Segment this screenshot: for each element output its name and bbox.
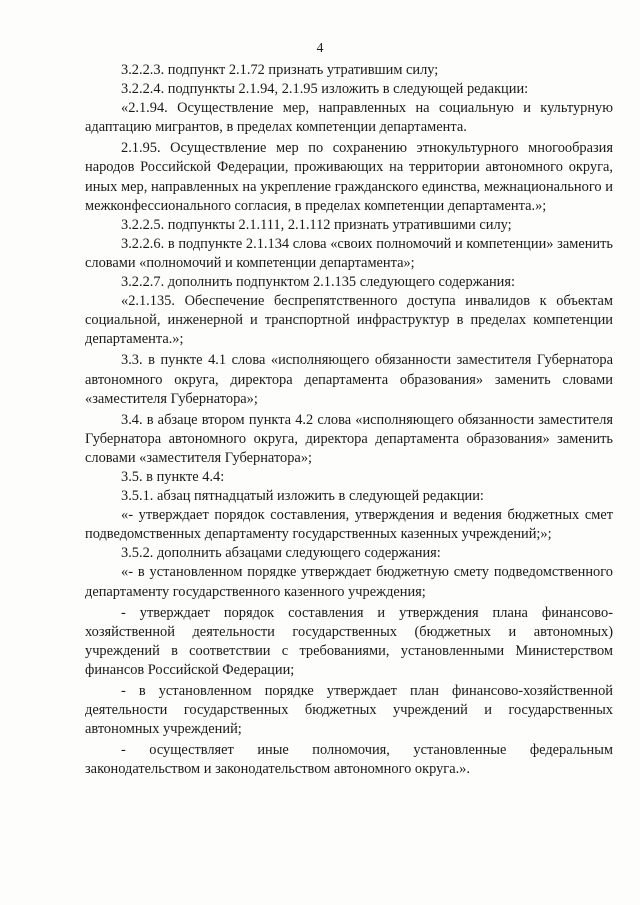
paragraph-3-5-2: 3.5.2. дополнить абзацами следующего содержания: (121, 545, 441, 562)
paragraph-3-2-2-3: 3.2.2.3. подпункт 2.1.72 признать утратившим силу; (121, 62, 439, 78)
page-number: 4 (316, 40, 324, 55)
paragraph-3-2-2-5: 3.2.2.5. подпункты 2.1.111, 2.1.112 признать утратившими силу; (121, 216, 512, 233)
paragraph-3-2-2-7: 3.2.2.7. дополнить подпунктом 2.1.135 следующего содержания: (121, 274, 515, 291)
paragraph-plan-poryadok: - утверждает порядок составления и утверждения плана финансово-хозяйственной деятельности государственных (бюджетных и автономных) учреждений в соответствии с требованиями, установленными Министерством финансов Российской Федерации; (85, 604, 613, 678)
paragraph-2-1-95: 2.1.95. Осуществление мер по сохранению этнокультурного многообразия народов Российской Федерации, проживающих на территории автономного округа, иных мер, направленных на укрепление гражданского единства, межнационального и межконфессионального согласия, в пределах компетенции департамента.»; (85, 140, 613, 214)
paragraph-3-2-2-4: 3.2.2.4. подпункты 2.1.94, 2.1.95 изложить в следующей редакции: (121, 81, 529, 98)
paragraph-budget-smeta: «- утверждает порядок составления, утверждения и ведения бюджетных смет подведомственных департаменту государственных казенных учреждений;»; (85, 507, 613, 543)
paragraph-3-3: 3.3. в пункте 4.1 слова «исполняющего обязанности заместителя Губернатора автономного округа, директора департамента образования» заменить словами «заместителя Губернатора»; (85, 352, 613, 407)
paragraph-2-1-135: «2.1.135. Обеспечение беспрепятственного доступа инвалидов к объектам социальной, инженерной и транспортной инфраструктур в пределах компетенции департамента.»; (85, 293, 613, 348)
paragraph-plan-utverzhdaet: - в установленном порядке утверждает план финансово-хозяйственной деятельности государственных бюджетных учреждений и государственных автономных учреждений; (85, 683, 613, 738)
document-body (85, 61, 613, 779)
paragraph-3-4: 3.4. в абзаце втором пункта 4.2 слова «исполняющего обязанности заместителя Губернатора автономного округа, директора департамента образования» заменить словами «заместителя Губернатора»; (85, 411, 613, 466)
paragraph-2-1-94: «2.1.94. Осуществление мер, направленных на социальную и культурную адаптацию мигрантов, в пределах компетенции департамента. (85, 100, 613, 136)
paragraph-3-5-1: 3.5.1. абзац пятнадцатый изложить в следующей редакции: (121, 488, 484, 505)
paragraph-inye-polnomochiya: - осуществляет иные полномочия, установленные федеральным законодательством и законодательством автономного округа.». (85, 742, 613, 778)
paragraph-3-2-2-6: 3.2.2.6. в подпункте 2.1.134 слова «своих полномочий и компетенции» заменить словами «полномочий и компетенции департамента»; (85, 235, 613, 271)
paragraph-smeta-kazennoe: «- в установленном порядке утверждает бюджетную смету подведомственного департаменту государственного казенного учреждения; (85, 564, 613, 600)
paragraph-3-5: 3.5. в пункте 4.4: (121, 468, 225, 485)
